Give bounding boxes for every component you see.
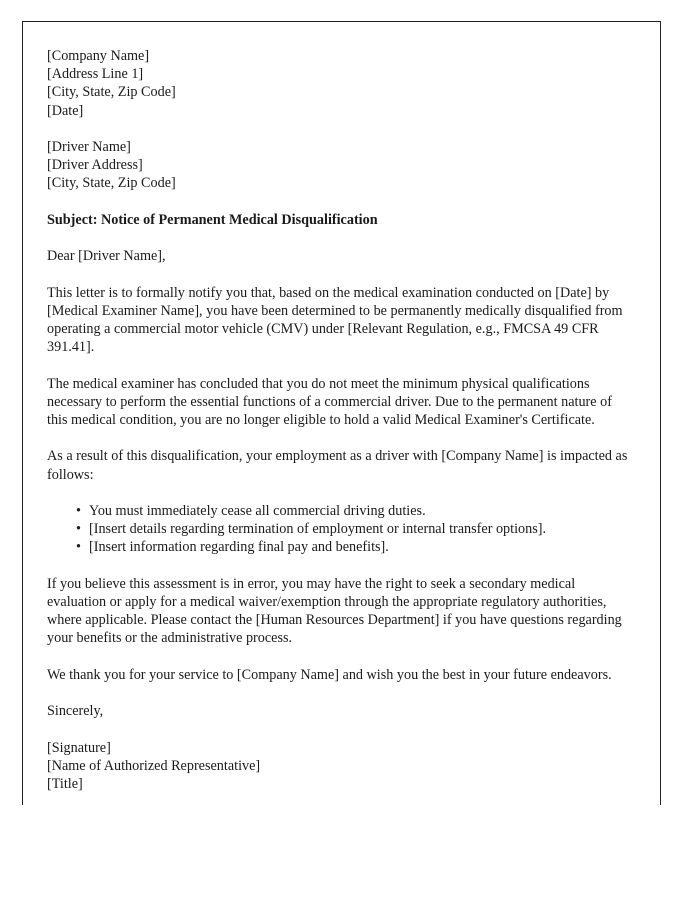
recipient-address-block — [47, 138, 634, 193]
bullet-icon: • — [76, 539, 81, 556]
recipient-city-state-zip: [City, State, Zip Code] — [47, 175, 176, 192]
body-paragraph-3: As a result of this disqualification, your employment as a driver with [Company Name] is impacted as follows: — [47, 448, 628, 483]
spacer-after-paragraph-4 — [47, 648, 634, 666]
body-paragraph-2: The medical examiner has concluded that you do not meet the minimum physical qualifications necessary to perform the essential functions of a commercial driver. Due to the permanent nature of this medical condition, you are no longer eligible to hold a valid Medical Examiner's Certificate. — [47, 375, 612, 428]
spacer-after-paragraph-2 — [47, 429, 634, 447]
closing-line: Sincerely, — [47, 703, 104, 720]
spacer-after-impact-list — [47, 557, 634, 575]
impact-list — [47, 502, 634, 557]
sender-address-block — [47, 47, 634, 120]
bullet-icon: • — [76, 502, 81, 519]
subject-line: Subject: Notice of Permanent Medical Disqualification — [47, 211, 378, 228]
spacer-after-paragraph-5 — [47, 684, 634, 702]
list-item — [76, 538, 634, 556]
signature-placeholder: [Signature] — [47, 739, 111, 756]
spacer-after-sender-block — [47, 120, 634, 138]
signature-block — [47, 739, 634, 794]
letter-body — [47, 47, 634, 793]
authorized-representative-title: [Title] — [47, 775, 83, 792]
sender-company-name: [Company Name] — [47, 48, 150, 64]
list-item — [76, 502, 634, 520]
body-paragraph-5: We thank you for your service to [Company Name] and wish you the best in your future endeavors. — [47, 666, 612, 683]
spacer-after-salutation — [47, 265, 634, 283]
recipient-driver-name: [Driver Name] — [47, 139, 131, 155]
bullet-icon: • — [76, 521, 81, 538]
sender-date: [Date] — [47, 102, 84, 119]
sender-city-state-zip: [City, State, Zip Code] — [47, 84, 176, 101]
recipient-driver-address: [Driver Address] — [47, 157, 143, 174]
body-paragraph-4: If you believe this assessment is in error, you may have the right to seek a secondary medical evaluation or apply for a medical waiver/exemption through the appropriate regulatory authorities, where applicable. Please contact the [Human Resources Department] if you have questions regarding your benefits or the administrative process. — [47, 575, 622, 647]
document-page-frame — [22, 21, 661, 805]
body-paragraph-1: This letter is to formally notify you that, based on the medical examination conducted on [Date] by [Medical Examiner Name], you have been determined to be permanently medically disqualified from operating a commercial motor vehicle (CMV) under [Relevant Regulation, e.g., FMCSA 49 CFR 391.41]. — [47, 284, 623, 356]
list-item-label: [Insert details regarding termination of employment or internal transfer options]. — [89, 521, 547, 538]
spacer-before-impact-list — [47, 484, 634, 502]
sender-address-line-1: [Address Line 1] — [47, 66, 144, 83]
spacer-after-subject — [47, 229, 634, 247]
spacer-after-closing — [47, 720, 634, 738]
list-item-label: [Insert information regarding final pay and benefits]. — [89, 539, 389, 556]
spacer-after-recipient-block — [47, 193, 634, 211]
authorized-representative-name: [Name of Authorized Representative] — [47, 757, 261, 774]
list-item-label: You must immediately cease all commercial driving duties. — [89, 502, 426, 519]
salutation: Dear [Driver Name], — [47, 248, 166, 265]
list-item — [76, 520, 634, 538]
spacer-after-paragraph-1 — [47, 356, 634, 374]
